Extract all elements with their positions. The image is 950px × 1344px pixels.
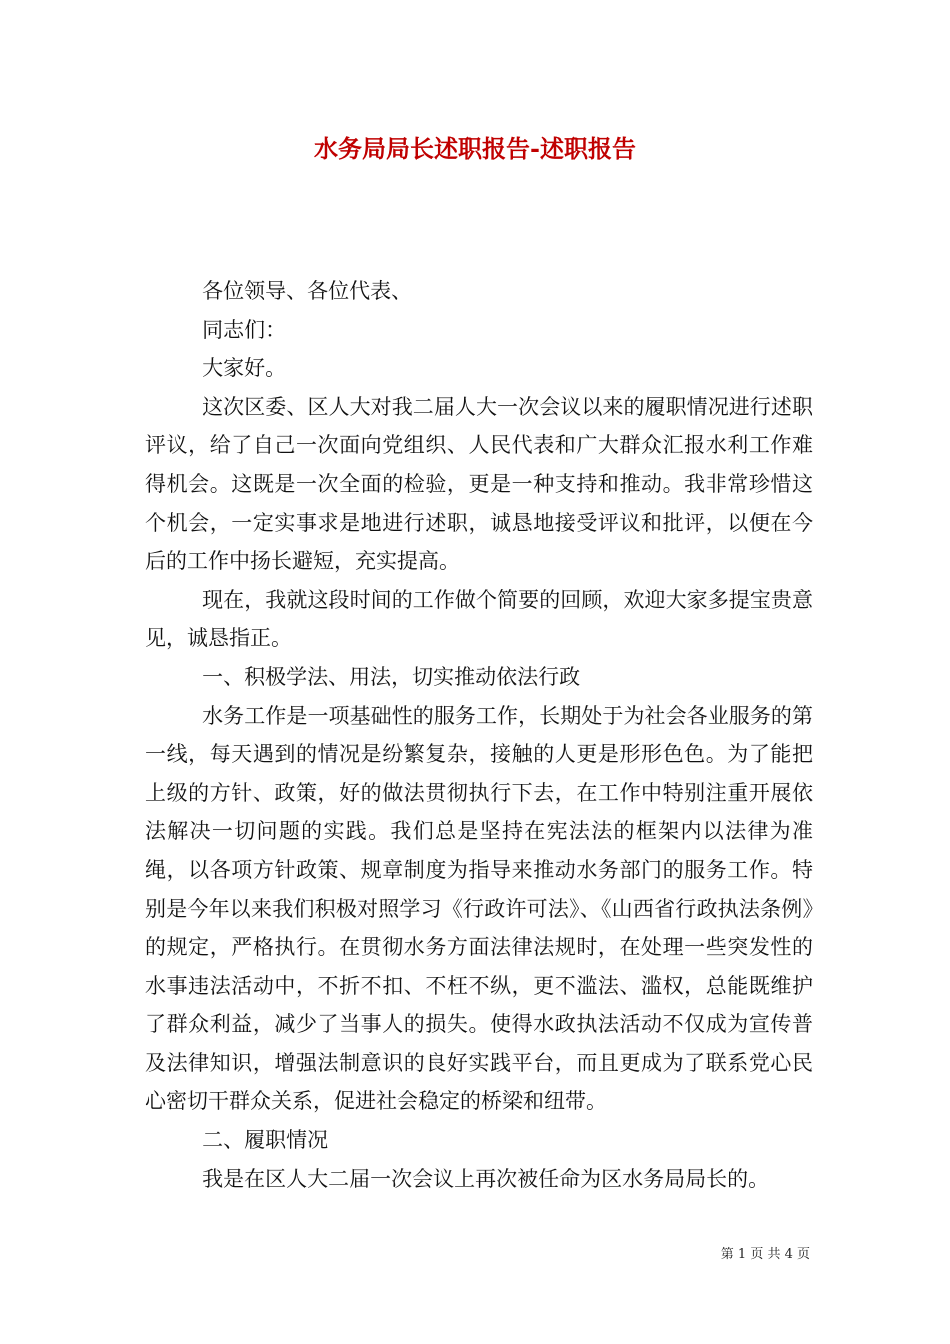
section-heading-1: 一、积极学法、用法，切实推动依法行政 bbox=[202, 664, 581, 689]
page-number: 第 1 页 共 4 页 bbox=[720, 1247, 810, 1262]
body-paragraph: 我是在区人大二届一次会议上再次被任命为区水务局局长的。 bbox=[202, 1166, 770, 1191]
document-title: 水务局局长述职报告-述职报告 bbox=[314, 134, 636, 163]
body-paragraph: 现在，我就这段时间的工作做个简要的回顾，欢迎大家多提宝贵意见，诚恳指正。 bbox=[145, 587, 813, 651]
salutation-line-2: 同志们： bbox=[202, 317, 287, 342]
greeting: 大家好。 bbox=[202, 356, 287, 381]
body-paragraph: 这次区委、区人大对我二届人大一次会议以来的履职情况进行述职评议，给了自己一次面向党组织、人民代表和广大群众汇报水利工作难得机会。这既是一次全面的检验，更是一种支持和推动。我非常珍惜这个机会，一定实事求是地进行述职，诚恳地接受评议和批评，以便在今后的工作中扬长避短，充实提高。 bbox=[145, 394, 813, 574]
document-body bbox=[145, 272, 813, 1198]
salutation-line-1: 各位领导、各位代表、 bbox=[202, 279, 413, 303]
body-paragraph: 水务工作是一项基础性的服务工作，长期处于为社会各业服务的第一线，每天遇到的情况是纷繁复杂，接触的人更是形形色色。为了能把上级的方针、政策，好的做法贯彻执行下去，在工作中特别注重开展依法解决一切问题的实践。我们总是坚持在宪法法的框架内以法律为准绳，以各项方针政策、规章制度为指导来推动水务部门的服务工作。特别是今年以来我们积极对照学习《行政许可法》、《山西省行政执法条例》的规定，严格执行。在贯彻水务方面法律法规时，在处理一些突发性的水事违法活动中，不折不扣、不枉不纵，更不滥法、滥权，总能既维护了群众利益，减少了当事人的损失。使得水政执法活动不仅成为宣传普及法律知识，增强法制意识的良好实践平台，而且更成为了联系党心民心密切干群众关系，促进社会稳定的桥梁和纽带。 bbox=[145, 703, 813, 1114]
section-heading-2: 二、履职情况 bbox=[202, 1128, 329, 1153]
